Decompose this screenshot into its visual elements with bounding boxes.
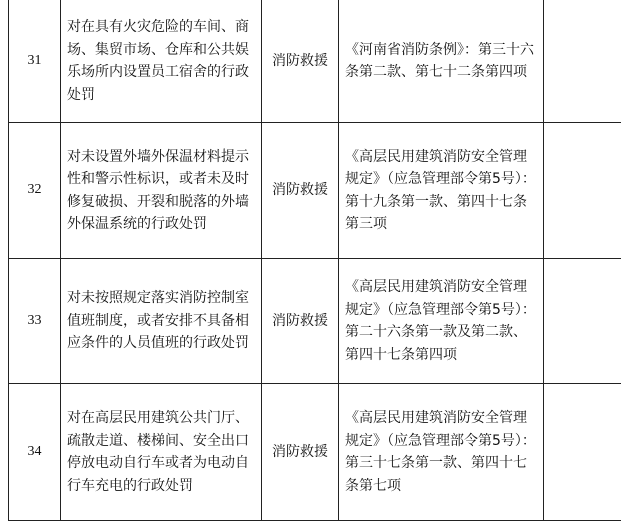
penalty-item (61, 259, 262, 384)
legal-basis-text: 《高层民用建筑消防安全管理规定》（应急管理部令第5号）：第十九条第一款、第四十七条第三项 (345, 148, 536, 232)
row-number (9, 0, 61, 123)
row-number (9, 123, 61, 259)
category-text: 消防救援 (272, 443, 328, 460)
penalty-table (8, 0, 621, 521)
row-number-text: 32 (27, 182, 42, 198)
category-text: 消防救援 (272, 312, 328, 329)
penalty-item (61, 0, 262, 123)
category-cell (262, 123, 339, 259)
category-text: 消防救援 (272, 52, 328, 69)
penalty-item-text: 对在高层民用建筑公共门厅、疏散走道、楼梯间、安全出口停放电动自行车或者为电动自行车充电的行政处罚 (67, 410, 249, 494)
legal-basis-text: 《河南省消防条例》：第三十六条第二款、第七十二条第四项 (345, 41, 534, 80)
legal-basis (339, 0, 544, 123)
row-number (9, 259, 61, 384)
legal-basis (339, 384, 544, 521)
legal-basis (339, 259, 544, 384)
penalty-item-text: 对未按照规定落实消防控制室值班制度，或者安排不具备相应条件的人员值班的行政处罚 (67, 290, 249, 352)
row-number-text: 33 (27, 312, 42, 328)
penalty-item (61, 123, 262, 259)
legal-basis-text: 《高层民用建筑消防安全管理规定》（应急管理部令第5号）：第二十六条第一款及第二款、第四十七条第四项 (345, 279, 536, 363)
legal-basis-text: 《高层民用建筑消防安全管理规定》（应急管理部令第5号）：第三十七条第一款、第四十七条第七项 (345, 410, 536, 494)
category-text: 消防救援 (272, 182, 328, 199)
blank-cell (544, 123, 621, 259)
blank-cell (544, 259, 621, 384)
category-cell (262, 259, 339, 384)
table-row (9, 123, 621, 259)
blank-cell (544, 384, 621, 521)
penalty-item (61, 384, 262, 521)
row-number-text: 31 (27, 52, 42, 68)
blank-cell (544, 0, 621, 123)
penalty-item-text: 对在具有火灾危险的车间、商场、集贸市场、仓库和公共娱乐场所内设置员工宿舍的行政处罚 (67, 19, 249, 103)
table-row (9, 384, 621, 521)
row-number (9, 384, 61, 521)
table-row (9, 259, 621, 384)
row-number-text: 34 (27, 443, 42, 459)
legal-basis (339, 123, 544, 259)
category-cell (262, 0, 339, 123)
category-cell (262, 384, 339, 521)
penalty-item-text: 对未设置外墙外保温材料提示性和警示性标识，或者未及时修复破损、开裂和脱落的外墙外保温系统的行政处罚 (67, 148, 249, 232)
table-row (9, 0, 621, 123)
